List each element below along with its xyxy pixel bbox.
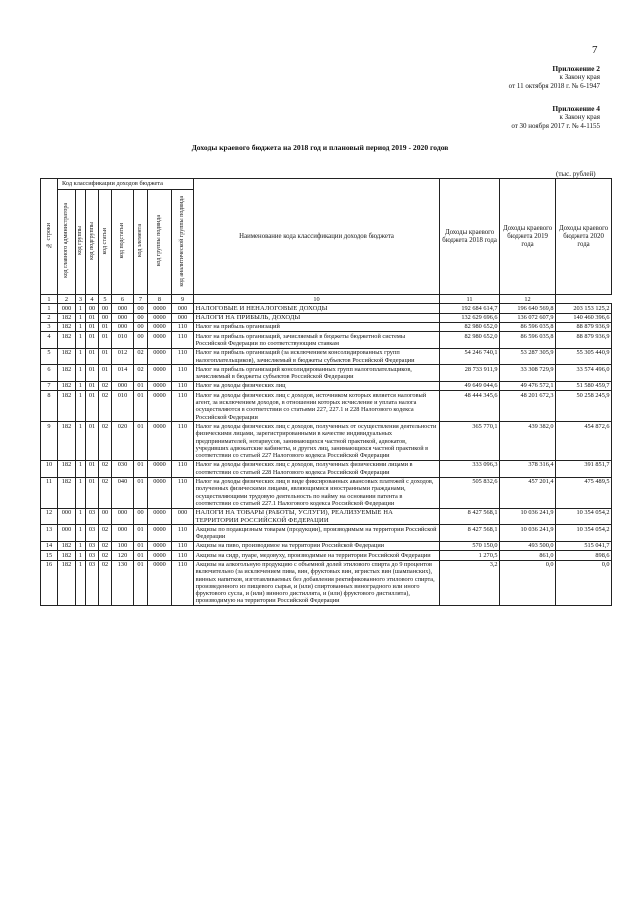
amount-2020: 55 305 440,9 bbox=[556, 348, 612, 365]
code-cell: 110 bbox=[172, 322, 194, 331]
row-number: 11 bbox=[41, 477, 58, 508]
code-cell: 120 bbox=[112, 551, 134, 560]
amount-2019: 86 596 035,8 bbox=[500, 332, 556, 349]
code-cell: 02 bbox=[99, 551, 112, 560]
code-cell: 0000 bbox=[148, 304, 172, 313]
code-cell: 110 bbox=[172, 541, 194, 550]
table-row bbox=[41, 381, 612, 390]
code-cell: 00 bbox=[134, 508, 148, 525]
code-cell: 01 bbox=[86, 322, 99, 331]
code-cell: 01 bbox=[86, 332, 99, 349]
code-cell: 182 bbox=[58, 477, 76, 508]
code-cell: 0000 bbox=[148, 332, 172, 349]
code-cell: 182 bbox=[58, 391, 76, 422]
income-name: Налог на прибыль организаций (за исключением консолидированных групп налогоплательщиков), зачисляемый в бюджеты субъектов Российской Федерации bbox=[194, 348, 440, 365]
table-row bbox=[41, 313, 612, 322]
code-cell: 01 bbox=[134, 460, 148, 477]
table-row bbox=[41, 508, 612, 525]
code-cell: 0000 bbox=[148, 460, 172, 477]
table-row bbox=[41, 332, 612, 349]
income-name: Налог на прибыль организаций консолидированных групп налогоплательщиков, зачисляемый в бюджеты субъектов Российской Федерации bbox=[194, 365, 440, 382]
income-name: Налог на доходы физических лиц с доходов, полученных от осуществления деятельности физическими лицами, зарегистрированными в качестве индивидуальных предпринимателей, нотариусов, занимающихся частной практикой, адвокатов, учредивших адвокатские кабинеты, и других лиц, занимающихся частной практикой в соответствии со статьей 227 Налогового кодекса Российской Федерации bbox=[194, 422, 440, 460]
code-cell: 182 bbox=[58, 332, 76, 349]
code-cell: 000 bbox=[112, 381, 134, 390]
amount-2019: 10 036 241,9 bbox=[500, 525, 556, 542]
income-name: Налог на доходы физических лиц с доходов, полученных физическими лицами в соответствии со статьей 228 Налогового кодекса Российской Федерации bbox=[194, 460, 440, 477]
income-name: Налог на прибыль организаций, зачисляемый в бюджеты бюджетной системы Российской Федерации по соответствующим ставкам bbox=[194, 332, 440, 349]
code-cell: 000 bbox=[172, 508, 194, 525]
row-number: 15 bbox=[41, 551, 58, 560]
header-code-col-label: код элемента bbox=[137, 224, 143, 258]
code-cell: 182 bbox=[58, 551, 76, 560]
code-cell: 0000 bbox=[148, 508, 172, 525]
header-code-col bbox=[58, 190, 76, 295]
column-number-row bbox=[41, 295, 612, 304]
income-name: Акцизы на алкогольную продукцию с объемной долей этилового спирта до 9 процентов включительно (за исключением пива, вин, фруктовых вин, игристых вин (шампанских), винных напитков, изготавливаемых без добавления ректификованного этилового спирта, произведенного из пищевого сырья, и (или) спиртованных виноградного или иного фруктового сусла, и (или) винного дистиллята, и (или) фруктового дистиллята), производимую на территории Российской Федерации bbox=[194, 560, 440, 606]
code-cell: 182 bbox=[58, 560, 76, 606]
code-cell: 02 bbox=[99, 477, 112, 508]
code-cell: 000 bbox=[112, 508, 134, 525]
row-number: 13 bbox=[41, 525, 58, 542]
code-cell: 00 bbox=[99, 508, 112, 525]
code-cell: 00 bbox=[134, 313, 148, 322]
code-cell: 182 bbox=[58, 460, 76, 477]
amount-2020: 50 258 245,9 bbox=[556, 391, 612, 422]
header-code-col-label: код группы подвида bbox=[156, 215, 162, 267]
income-name: НАЛОГОВЫЕ И НЕНАЛОГОВЫЕ ДОХОДЫ bbox=[194, 304, 440, 313]
code-cell: 02 bbox=[134, 365, 148, 382]
code-cell: 1 bbox=[76, 508, 86, 525]
appendix-4-line2: от 30 ноября 2017 г. № 4-1155 bbox=[511, 122, 600, 130]
code-cell: 01 bbox=[134, 560, 148, 606]
code-cell: 01 bbox=[86, 313, 99, 322]
code-cell: 03 bbox=[86, 508, 99, 525]
code-cell: 000 bbox=[112, 304, 134, 313]
code-cell: 01 bbox=[86, 422, 99, 460]
code-cell: 010 bbox=[112, 391, 134, 422]
amount-2020: 0,0 bbox=[556, 560, 612, 606]
code-cell: 110 bbox=[172, 365, 194, 382]
code-cell: 02 bbox=[99, 525, 112, 542]
code-cell: 1 bbox=[76, 460, 86, 477]
income-name: Налог на доходы физических лиц в виде фиксированных авансовых платежей с доходов, полученных физическими лицами, являющимися иностранными гражданами, осуществляющими трудовую деятельность по найму на основании патента в соответствии со статьей 227.1 Налогового кодекса Российской Федерации bbox=[194, 477, 440, 508]
row-number: 9 bbox=[41, 422, 58, 460]
amount-2020: 10 354 054,2 bbox=[556, 525, 612, 542]
code-cell: 0000 bbox=[148, 422, 172, 460]
appendix-2-title: Приложение 2 bbox=[552, 64, 600, 73]
table-body bbox=[41, 304, 612, 606]
table-row bbox=[41, 391, 612, 422]
header-name: Наименование кода классификации доходов бюджета bbox=[194, 179, 440, 295]
table-row bbox=[41, 560, 612, 606]
code-cell: 1 bbox=[76, 477, 86, 508]
code-cell: 0000 bbox=[148, 525, 172, 542]
code-cell: 02 bbox=[99, 541, 112, 550]
amount-2020: 515 041,7 bbox=[556, 541, 612, 550]
revenue-table bbox=[40, 178, 612, 606]
amount-2019: 196 640 569,8 bbox=[500, 304, 556, 313]
amount-2018: 48 444 345,6 bbox=[440, 391, 500, 422]
amount-2019: 86 596 035,8 bbox=[500, 322, 556, 331]
amount-2018: 192 684 614,7 bbox=[440, 304, 500, 313]
column-number: 4 bbox=[86, 295, 99, 304]
code-cell: 000 bbox=[172, 313, 194, 322]
code-cell: 01 bbox=[99, 365, 112, 382]
amount-2019: 136 072 607,9 bbox=[500, 313, 556, 322]
amount-2018: 82 980 652,0 bbox=[440, 322, 500, 331]
amount-2019: 861,0 bbox=[500, 551, 556, 560]
code-cell: 000 bbox=[112, 313, 134, 322]
code-cell: 012 bbox=[112, 348, 134, 365]
code-cell: 0000 bbox=[148, 560, 172, 606]
column-number: 3 bbox=[76, 295, 86, 304]
row-number: 12 bbox=[41, 508, 58, 525]
code-cell: 1 bbox=[76, 348, 86, 365]
header-code-group: Код классификации доходов бюджета bbox=[58, 179, 194, 190]
code-cell: 110 bbox=[172, 391, 194, 422]
units-label: (тыс. рублей) bbox=[556, 170, 596, 178]
column-number: 12 bbox=[500, 295, 556, 304]
header-row-no-label: № строки bbox=[45, 222, 52, 248]
amount-2020: 454 872,6 bbox=[556, 422, 612, 460]
header-code-col-label: код статьи bbox=[101, 227, 108, 255]
amount-2020: 203 153 125,2 bbox=[556, 304, 612, 313]
code-cell: 02 bbox=[134, 348, 148, 365]
amount-2020: 33 574 496,0 bbox=[556, 365, 612, 382]
code-cell: 01 bbox=[86, 477, 99, 508]
code-cell: 02 bbox=[99, 460, 112, 477]
code-cell: 1 bbox=[76, 304, 86, 313]
code-cell: 0000 bbox=[148, 313, 172, 322]
amount-2019: 10 036 241,9 bbox=[500, 508, 556, 525]
header-code-col-label: код аналитической группы подвида bbox=[179, 195, 186, 287]
code-cell: 00 bbox=[86, 304, 99, 313]
table-row bbox=[41, 477, 612, 508]
amount-2019: 378 316,4 bbox=[500, 460, 556, 477]
column-number: 1 bbox=[41, 295, 58, 304]
code-cell: 182 bbox=[58, 381, 76, 390]
amount-2018: 505 832,6 bbox=[440, 477, 500, 508]
code-cell: 00 bbox=[134, 332, 148, 349]
amount-2018: 570 150,0 bbox=[440, 541, 500, 550]
code-cell: 0000 bbox=[148, 322, 172, 331]
table-row bbox=[41, 525, 612, 542]
amount-2020: 88 879 936,9 bbox=[556, 322, 612, 331]
code-cell: 010 bbox=[112, 332, 134, 349]
code-cell: 1 bbox=[76, 322, 86, 331]
code-cell: 000 bbox=[172, 304, 194, 313]
code-cell: 030 bbox=[112, 460, 134, 477]
header-code-col-label: код подгруппы bbox=[88, 221, 95, 260]
code-cell: 01 bbox=[134, 391, 148, 422]
code-cell: 110 bbox=[172, 422, 194, 460]
amount-2018: 28 733 911,9 bbox=[440, 365, 500, 382]
code-cell: 1 bbox=[76, 332, 86, 349]
code-cell: 01 bbox=[99, 348, 112, 365]
code-cell: 00 bbox=[99, 313, 112, 322]
table-row bbox=[41, 365, 612, 382]
code-cell: 1 bbox=[76, 365, 86, 382]
code-cell: 110 bbox=[172, 332, 194, 349]
amount-2018: 3,2 bbox=[440, 560, 500, 606]
page-number: 7 bbox=[592, 44, 598, 56]
amount-2018: 8 427 568,1 bbox=[440, 508, 500, 525]
row-number: 3 bbox=[41, 322, 58, 331]
code-cell: 1 bbox=[76, 551, 86, 560]
code-cell: 02 bbox=[99, 391, 112, 422]
code-cell: 000 bbox=[58, 304, 76, 313]
code-cell: 01 bbox=[99, 332, 112, 349]
code-cell: 1 bbox=[76, 541, 86, 550]
row-number: 10 bbox=[41, 460, 58, 477]
code-cell: 110 bbox=[172, 551, 194, 560]
header-code-col bbox=[86, 190, 99, 295]
code-cell: 01 bbox=[86, 381, 99, 390]
amount-2020: 898,6 bbox=[556, 551, 612, 560]
code-cell: 182 bbox=[58, 313, 76, 322]
code-cell: 1 bbox=[76, 422, 86, 460]
table-row bbox=[41, 551, 612, 560]
code-cell: 01 bbox=[134, 422, 148, 460]
row-number: 7 bbox=[41, 381, 58, 390]
code-cell: 000 bbox=[58, 525, 76, 542]
code-cell: 01 bbox=[134, 525, 148, 542]
table-row bbox=[41, 422, 612, 460]
code-cell: 0000 bbox=[148, 365, 172, 382]
column-number: 11 bbox=[440, 295, 500, 304]
code-cell: 01 bbox=[99, 322, 112, 331]
code-cell: 01 bbox=[86, 348, 99, 365]
code-cell: 03 bbox=[86, 541, 99, 550]
appendix-4-title: Приложение 4 bbox=[552, 104, 600, 113]
header-code-col bbox=[99, 190, 112, 295]
column-number: 2 bbox=[58, 295, 76, 304]
code-cell: 01 bbox=[86, 365, 99, 382]
table-row bbox=[41, 304, 612, 313]
code-cell: 01 bbox=[134, 477, 148, 508]
header-code-col bbox=[76, 190, 86, 295]
code-cell: 02 bbox=[99, 422, 112, 460]
amount-2019: 49 476 572,1 bbox=[500, 381, 556, 390]
amount-2018: 132 629 696,6 bbox=[440, 313, 500, 322]
header-2018: Доходы краевого бюджета 2018 года bbox=[440, 179, 500, 295]
code-cell: 00 bbox=[99, 304, 112, 313]
amount-2020: 475 489,5 bbox=[556, 477, 612, 508]
code-cell: 0000 bbox=[148, 477, 172, 508]
header-code-col bbox=[148, 190, 172, 295]
appendix-2-block bbox=[509, 64, 600, 91]
column-number: 6 bbox=[112, 295, 134, 304]
code-cell: 000 bbox=[112, 525, 134, 542]
appendix-4-line1: к Закону края bbox=[559, 113, 600, 121]
code-cell: 0000 bbox=[148, 348, 172, 365]
code-cell: 01 bbox=[134, 381, 148, 390]
code-cell: 01 bbox=[134, 551, 148, 560]
code-cell: 000 bbox=[58, 508, 76, 525]
code-cell: 1 bbox=[76, 391, 86, 422]
amount-2019: 53 287 305,9 bbox=[500, 348, 556, 365]
row-number: 1 bbox=[41, 304, 58, 313]
document-title: Доходы краевого бюджета на 2018 год и плановый период 2019 - 2020 годов bbox=[191, 143, 449, 152]
code-cell: 110 bbox=[172, 560, 194, 606]
code-cell: 110 bbox=[172, 381, 194, 390]
code-cell: 00 bbox=[134, 304, 148, 313]
code-cell: 03 bbox=[86, 525, 99, 542]
code-cell: 110 bbox=[172, 348, 194, 365]
header-2019: Доходы краевого бюджета 2019 года bbox=[500, 179, 556, 295]
code-cell: 130 bbox=[112, 560, 134, 606]
code-cell: 110 bbox=[172, 477, 194, 508]
amount-2019: 457 201,4 bbox=[500, 477, 556, 508]
header-code-col-label: код группы bbox=[77, 226, 83, 256]
code-cell: 02 bbox=[99, 560, 112, 606]
code-cell: 040 bbox=[112, 477, 134, 508]
column-number: 8 bbox=[148, 295, 172, 304]
code-cell: 01 bbox=[134, 541, 148, 550]
amount-2019: 493 500,0 bbox=[500, 541, 556, 550]
code-cell: 1 bbox=[76, 560, 86, 606]
income-name: Налог на доходы физических лиц с доходов, источником которых является налоговый агент, за исключением доходов, в отношении которых исчисление и уплата налога осуществляются в соответствии со статьями 227, 227.1 и 228 Налогового кодекса Российской Федерации bbox=[194, 391, 440, 422]
income-name: НАЛОГИ НА ТОВАРЫ (РАБОТЫ, УСЛУГИ), РЕАЛИЗУЕМЫЕ НА ТЕРРИТОРИИ РОССИЙСКОЙ ФЕДЕРАЦИИ bbox=[194, 508, 440, 525]
table-row bbox=[41, 460, 612, 477]
amount-2020: 140 460 396,6 bbox=[556, 313, 612, 322]
header-code-col-label: код главного администратора bbox=[63, 203, 69, 279]
amount-2018: 333 096,3 bbox=[440, 460, 500, 477]
code-cell: 01 bbox=[86, 460, 99, 477]
appendix-4-block bbox=[511, 104, 600, 131]
column-number: 10 bbox=[194, 295, 440, 304]
table-row bbox=[41, 322, 612, 331]
code-cell: 020 bbox=[112, 422, 134, 460]
header-code-col-label: код подстатьи bbox=[119, 223, 125, 259]
code-cell: 0000 bbox=[148, 541, 172, 550]
code-cell: 182 bbox=[58, 348, 76, 365]
code-cell: 182 bbox=[58, 541, 76, 550]
code-cell: 0000 bbox=[148, 381, 172, 390]
code-cell: 01 bbox=[86, 391, 99, 422]
amount-2018: 54 246 740,1 bbox=[440, 348, 500, 365]
column-number: 5 bbox=[99, 295, 112, 304]
amount-2018: 82 980 652,0 bbox=[440, 332, 500, 349]
amount-2019: 33 308 729,9 bbox=[500, 365, 556, 382]
code-cell: 1 bbox=[76, 525, 86, 542]
column-number: 7 bbox=[134, 295, 148, 304]
code-cell: 03 bbox=[86, 560, 99, 606]
amount-2018: 8 427 568,1 bbox=[440, 525, 500, 542]
code-cell: 000 bbox=[112, 322, 134, 331]
code-cell: 182 bbox=[58, 365, 76, 382]
row-number: 5 bbox=[41, 348, 58, 365]
header-code-col bbox=[112, 190, 134, 295]
amount-2018: 49 649 044,6 bbox=[440, 381, 500, 390]
amount-2020: 51 580 459,7 bbox=[556, 381, 612, 390]
income-name: Акцизы на пиво, производимое на территории Российской Федерации bbox=[194, 541, 440, 550]
code-cell: 0000 bbox=[148, 551, 172, 560]
code-cell: 03 bbox=[86, 551, 99, 560]
code-cell: 110 bbox=[172, 525, 194, 542]
header-code-col bbox=[134, 190, 148, 295]
appendix-2-line2: от 11 октября 2018 г. № 6-1947 bbox=[508, 82, 600, 90]
amount-2019: 0,0 bbox=[500, 560, 556, 606]
row-number: 4 bbox=[41, 332, 58, 349]
amount-2020: 391 851,7 bbox=[556, 460, 612, 477]
code-cell: 02 bbox=[99, 381, 112, 390]
amount-2020: 88 879 936,9 bbox=[556, 332, 612, 349]
amount-2018: 365 770,1 bbox=[440, 422, 500, 460]
code-cell: 0000 bbox=[148, 391, 172, 422]
income-name: Акцизы на сидр, пуаре, медовуху, производимые на территории Российской Федерации bbox=[194, 551, 440, 560]
table-row bbox=[41, 348, 612, 365]
amount-2019: 48 201 672,3 bbox=[500, 391, 556, 422]
appendix-2-line1: к Закону края bbox=[559, 73, 600, 81]
income-name: Налог на прибыль организаций bbox=[194, 322, 440, 331]
income-name: Налог на доходы физических лиц bbox=[194, 381, 440, 390]
code-cell: 1 bbox=[76, 313, 86, 322]
code-cell: 182 bbox=[58, 322, 76, 331]
amount-2018: 1 270,5 bbox=[440, 551, 500, 560]
row-number: 6 bbox=[41, 365, 58, 382]
code-cell: 1 bbox=[76, 381, 86, 390]
row-number: 16 bbox=[41, 560, 58, 606]
income-name: Акцизы по подакцизным товарам (продукции), производимым на территории Российской Федерации bbox=[194, 525, 440, 542]
amount-2020: 10 354 054,2 bbox=[556, 508, 612, 525]
income-name: НАЛОГИ НА ПРИБЫЛЬ, ДОХОДЫ bbox=[194, 313, 440, 322]
header-row-no bbox=[41, 179, 58, 295]
code-cell: 110 bbox=[172, 460, 194, 477]
row-number: 2 bbox=[41, 313, 58, 322]
table-row bbox=[41, 541, 612, 550]
amount-2019: 439 382,0 bbox=[500, 422, 556, 460]
code-cell: 00 bbox=[134, 322, 148, 331]
code-cell: 014 bbox=[112, 365, 134, 382]
header-2020: Доходы краевого бюджета 2020 года bbox=[556, 179, 612, 295]
row-number: 8 bbox=[41, 391, 58, 422]
header-code-col bbox=[172, 190, 194, 295]
row-number: 14 bbox=[41, 541, 58, 550]
column-number: 9 bbox=[172, 295, 194, 304]
code-cell: 182 bbox=[58, 422, 76, 460]
code-cell: 100 bbox=[112, 541, 134, 550]
